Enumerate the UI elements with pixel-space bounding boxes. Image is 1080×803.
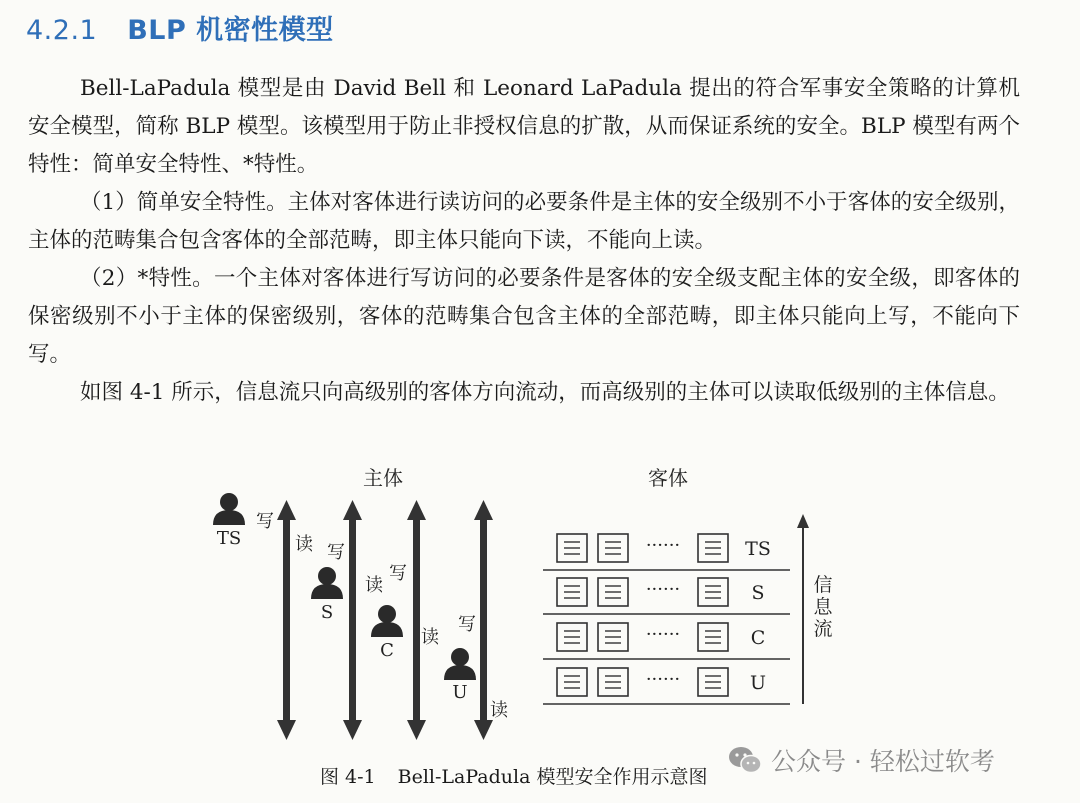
object-rows	[543, 534, 790, 704]
wechat-icon	[727, 745, 763, 775]
subject-label-ts: TS	[216, 528, 242, 549]
ellipsis-dots: ······	[645, 624, 681, 645]
document-icon	[598, 534, 628, 562]
paragraph-intro: Bell-LaPadula 模型是由 David Bell 和 Leonard LaPadula 提出的符合军事安全策略的计算机安全模型，简称 BLP 模型。该模型用于防止非授权信息的扩散，从而保证系统的安全。BLP 模型有两个特性：简单安全特性、*特性。	[28, 76, 1020, 177]
blp-diagram	[0, 455, 1080, 755]
document-icon	[698, 578, 728, 606]
object-level-label: U	[749, 672, 767, 694]
write-label-ts: 写	[256, 511, 274, 532]
figure-caption	[320, 762, 707, 789]
info-flow-char-1: 信	[813, 574, 833, 596]
paragraph-figure-reference: 如图 4-1 所示，信息流只向高级别的客体方向流动，而高级别的主体可以读取低级别的主体信息。	[80, 380, 1010, 405]
write-label-c: 写	[389, 563, 407, 584]
read-label-u: 读	[490, 700, 508, 721]
read-label-s: 读	[365, 575, 383, 596]
object-level-label: S	[751, 582, 765, 604]
document-icon	[557, 578, 587, 606]
info-flow-char-3: 流	[813, 618, 833, 640]
info-flow-arrow	[797, 514, 809, 704]
arrow-c-level	[407, 500, 426, 740]
section-title: BLP 机密性模型	[127, 15, 334, 46]
paragraph-star-property: （2）*特性。一个主体对客体进行写访问的必要条件是客体的安全级支配主体的安全级，即客体的保密级别不小于主体的保密级别，客体的范畴集合包含主体的全部范畴，即主体只能向上写，不能向下写。	[28, 266, 1020, 367]
document-icon	[698, 623, 728, 651]
caption-text: Bell-LaPadula 模型安全作用示意图	[397, 766, 708, 788]
watermark-text: 公众号 · 轻松过软考	[771, 747, 995, 776]
section-number: 4.2.1	[26, 15, 98, 46]
write-label-s: 写	[327, 542, 345, 563]
ellipsis-dots: ······	[645, 535, 681, 556]
subject-label-s: S	[320, 602, 334, 623]
write-label-u: 写	[458, 614, 476, 635]
read-label-ts: 读	[295, 534, 313, 555]
subject-header: 主体	[363, 466, 403, 490]
document-icon	[598, 668, 628, 696]
object-row-c	[543, 623, 790, 659]
object-row-u	[543, 668, 790, 704]
watermark	[727, 742, 995, 778]
paragraph-simple-security: （1）简单安全特性。主体对客体进行读访问的必要条件是主体的安全级别不小于客体的安全级别，主体的范畴集合包含客体的全部范畴，即主体只能向下读，不能向上读。	[28, 190, 1020, 253]
object-level-label: C	[750, 627, 766, 649]
document-icon	[557, 668, 587, 696]
document-icon	[698, 534, 728, 562]
person-icon-u	[444, 648, 476, 680]
arrow-ts-level	[277, 500, 296, 740]
object-row-ts	[543, 534, 790, 570]
ellipsis-dots: ······	[645, 669, 681, 690]
read-label-c: 读	[421, 627, 439, 648]
person-icon-ts	[213, 493, 245, 525]
document-icon	[557, 623, 587, 651]
document-icon	[598, 578, 628, 606]
subject-icons	[213, 493, 476, 680]
subject-label-c: C	[380, 640, 394, 661]
person-icon-c	[371, 605, 403, 637]
caption-number: 图 4-1	[320, 766, 376, 788]
document-icon	[598, 623, 628, 651]
ellipsis-dots: ······	[645, 579, 681, 600]
document-icon	[557, 534, 587, 562]
person-icon-s	[311, 567, 343, 599]
object-level-label: TS	[745, 538, 771, 560]
section-heading	[26, 8, 334, 47]
info-flow-char-2: 息	[813, 596, 833, 618]
arrow-s-level	[343, 500, 362, 740]
document-icon	[698, 668, 728, 696]
subject-label-u: U	[452, 682, 468, 703]
object-header: 客体	[648, 466, 688, 490]
object-row-s	[543, 578, 790, 614]
